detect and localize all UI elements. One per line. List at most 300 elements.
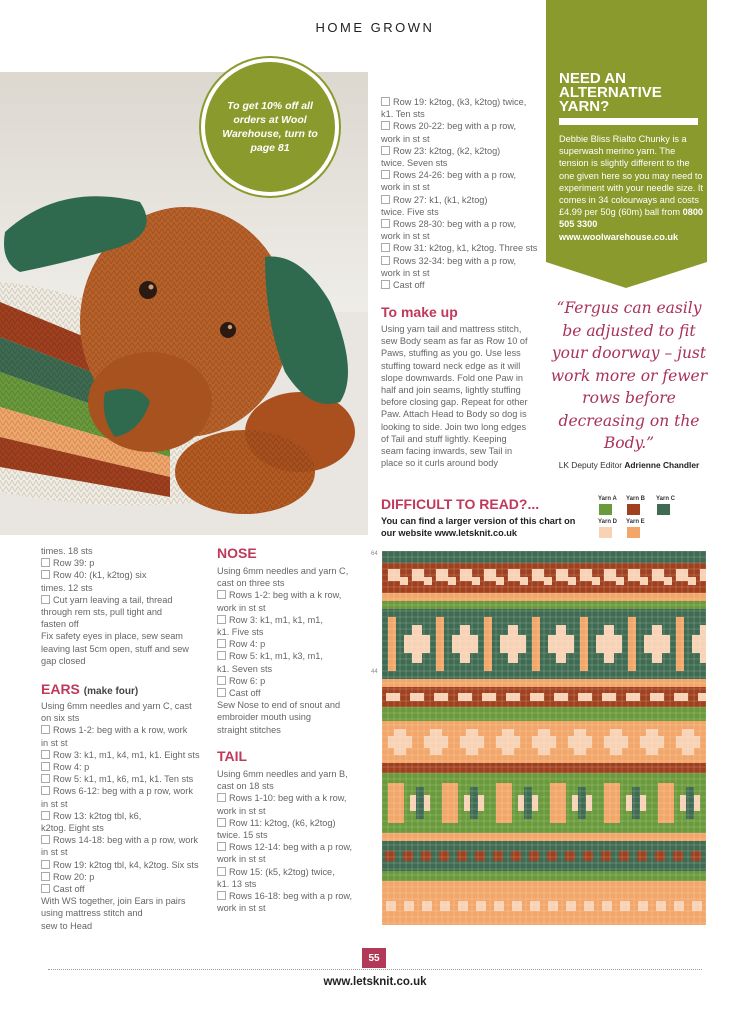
quote-author: Adrienne Chandler [624, 460, 700, 470]
pattern-line-text: looking to side. Join two long edges [381, 421, 527, 432]
pattern-line-text: work in st st [381, 231, 430, 242]
pattern-line [381, 242, 546, 254]
chart-motif [512, 901, 522, 911]
ears-heading: EARS [41, 681, 80, 697]
pattern-line [381, 396, 546, 408]
pattern-line [41, 871, 211, 883]
pattern-line-text: Using yarn tail and mattress stitch, [381, 324, 522, 334]
pattern-line [41, 749, 211, 761]
pattern-line [217, 602, 377, 614]
chart-motif [457, 851, 467, 861]
chart-motif [458, 901, 468, 911]
make-up-title: To make up [381, 304, 458, 320]
checkbox-icon[interactable] [217, 688, 226, 697]
pattern-line [381, 421, 546, 433]
tail-title: TAIL [217, 748, 248, 764]
yarn-label: Yarn E [626, 519, 645, 525]
pattern-line-text: twice. Seven sts [381, 158, 448, 169]
alt-yarn-panel-arrow [546, 262, 707, 288]
pattern-line [217, 805, 377, 817]
pattern-line-text: straight stitches [217, 724, 281, 735]
pattern-line [381, 108, 546, 120]
pattern-line [381, 157, 546, 169]
pattern-line [41, 907, 211, 919]
pattern-line-text: Rows 16-18: beg with a p row, [229, 891, 353, 902]
pattern-line [217, 650, 377, 662]
pattern-line-text: work in st st [217, 903, 266, 914]
ears-title [41, 681, 138, 697]
pattern-line-text: k2tog. Eight sts [41, 823, 104, 834]
pattern-line [41, 883, 211, 895]
pattern-line-text: Rows 24-26: beg with a p row, [393, 170, 517, 181]
checkbox-icon[interactable] [217, 651, 226, 660]
chart-row-label-top: 64 [371, 551, 378, 557]
pattern-line [41, 606, 211, 618]
chart-motif [655, 851, 665, 861]
head-continued-text [41, 545, 211, 667]
pattern-line-text: Row 6: p [229, 675, 266, 686]
pattern-line-text: times. 12 sts [41, 582, 93, 593]
chart-motif [638, 901, 648, 911]
pattern-line [381, 457, 546, 469]
pattern-line-text: Cast off [229, 688, 261, 699]
pattern-line [41, 785, 211, 797]
pattern-line [217, 902, 377, 914]
pattern-line [217, 866, 377, 878]
pattern-line-text: stuffing toward neck edge as it will [381, 360, 521, 371]
pattern-line [41, 895, 211, 907]
pattern-line-text: work in st st [381, 133, 430, 144]
pattern-line-text: Rows 28-30: beg with a p row, [393, 219, 517, 230]
pattern-line-text: k1. Ten sts [381, 109, 425, 120]
pattern-line [41, 594, 211, 606]
pattern-line-text: work in st st [217, 805, 266, 816]
pattern-line [41, 724, 211, 736]
pattern-line-text: on six sts [41, 713, 80, 724]
checkbox-icon[interactable] [217, 639, 226, 648]
pattern-line-text: Row 39: p [53, 558, 95, 569]
alt-yarn-url[interactable]: www.woolwarehouse.co.uk [559, 231, 679, 242]
chart-motif [565, 851, 575, 861]
pattern-line-text: cast on 18 sts [217, 781, 274, 792]
pattern-line-text: embroider mouth using [217, 712, 311, 723]
pattern-line [381, 433, 546, 445]
pattern-line [381, 96, 546, 108]
pattern-line [381, 230, 546, 242]
pattern-line [217, 817, 377, 829]
chart-motif [698, 693, 706, 701]
chart-motif [547, 851, 557, 861]
yarn-swatch [657, 504, 670, 515]
pattern-line [217, 614, 377, 626]
chart-motif [584, 901, 594, 911]
pattern-line-text: times. 18 sts [41, 546, 93, 556]
pattern-line [381, 323, 546, 335]
chart-motif [493, 851, 503, 861]
difficult-title: DIFFICULT TO READ?... [381, 496, 540, 512]
pattern-line [217, 780, 377, 792]
pattern-line-text: Row 19: k2tog, (k3, k2tog) twice, [393, 97, 527, 107]
pattern-line-text: leaving last 5cm open, stuff and sew [41, 643, 189, 654]
chart-motif [422, 901, 432, 911]
pattern-line [381, 218, 546, 230]
alt-yarn-title-line: ALTERNATIVE [559, 84, 662, 101]
pattern-line [41, 545, 211, 557]
pattern-line [41, 569, 211, 581]
pattern-line [41, 846, 211, 858]
promo-text: To get 10% off all orders at Wool Warehouse, turn to page 81 [222, 100, 318, 154]
pattern-line-text: Cast off [393, 280, 425, 291]
chart-motif [628, 617, 636, 671]
pattern-line [41, 655, 211, 667]
chart-motif [548, 901, 558, 911]
chart-motif [637, 851, 647, 861]
yarn-swatch [599, 504, 612, 515]
pattern-line [217, 792, 377, 804]
checkbox-icon[interactable] [217, 891, 226, 900]
pattern-line [381, 360, 546, 372]
chart-motif [403, 851, 413, 861]
checkbox-icon[interactable] [381, 243, 390, 252]
checkbox-icon[interactable] [41, 774, 50, 783]
pattern-line [217, 638, 377, 650]
pattern-line [217, 626, 377, 638]
chart-motif [484, 617, 492, 671]
pattern-line [381, 181, 546, 193]
chart-row-label-mid: 44 [371, 669, 378, 675]
pattern-line [381, 408, 546, 420]
pattern-line [41, 557, 211, 569]
pattern-line-text: work in st st [217, 854, 266, 865]
pattern-line-text: Using 6mm needles and yarn B, [217, 769, 348, 779]
pattern-line [217, 687, 377, 699]
pattern-line [381, 384, 546, 396]
pattern-line [41, 798, 211, 810]
yarn-label: Yarn B [626, 496, 646, 502]
pattern-line [217, 675, 377, 687]
chart-motif [700, 625, 706, 663]
checkbox-icon[interactable] [41, 872, 50, 881]
chart-motif [412, 625, 422, 663]
chart-motif [460, 625, 470, 663]
pattern-line [381, 255, 546, 267]
checkbox-icon[interactable] [41, 762, 50, 771]
chart-motif [436, 617, 444, 671]
ears-subheading: (make four) [83, 686, 139, 697]
pattern-line-text: work in st st [381, 182, 430, 193]
pattern-line-text: work in st st [381, 267, 430, 278]
pattern-line-text: Fix safety eyes in place, sew seam [41, 631, 183, 642]
pattern-line-text: Row 23: k2tog, (k2, k2tog) [393, 145, 501, 156]
pattern-line-text: using mattress stitch and [41, 908, 143, 919]
checkbox-icon[interactable] [41, 595, 50, 604]
pattern-line [217, 699, 377, 711]
checkbox-icon[interactable] [217, 842, 226, 851]
pattern-line [217, 565, 377, 577]
pattern-line-text: through rem sts, pull tight and [41, 607, 163, 618]
promo-badge [205, 62, 335, 192]
checkbox-icon[interactable] [381, 170, 390, 179]
pattern-line-text: slope downwards. Fold one Paw in [381, 372, 523, 383]
checkbox-icon[interactable] [217, 867, 226, 876]
pattern-line [381, 267, 546, 279]
pattern-line-text: Row 3: k1, m1, k4, m1, k1. Eight sts [53, 749, 200, 760]
pattern-line-text: in st st [41, 737, 68, 748]
alt-yarn-title [559, 72, 704, 114]
pattern-line [217, 768, 377, 780]
pattern-line [381, 145, 546, 157]
yarn-key-item [656, 496, 676, 515]
pattern-line-text: k1. Seven sts [217, 663, 273, 674]
pattern-line [381, 120, 546, 132]
chart-motif [691, 851, 701, 861]
pattern-line-text: Row 40: (k1, k2tog) six [53, 570, 147, 581]
pattern-line-text: Row 19: k2tog tbl, k4, k2tog. Six sts [53, 859, 199, 870]
make-up-text [381, 323, 546, 469]
quote-credit [548, 460, 710, 470]
footer-website[interactable]: www.letsknit.co.uk [323, 976, 427, 988]
page-number: 55 [362, 948, 386, 968]
pattern-line-text: half and join seams, lightly stuffing [381, 385, 521, 396]
pattern-line [41, 773, 211, 785]
pattern-line [217, 663, 377, 675]
chart-motif [652, 625, 662, 663]
checkbox-icon[interactable] [217, 818, 226, 827]
pattern-line-text: Rows 6-12: beg with a p row, work [53, 786, 193, 797]
checkbox-icon[interactable] [217, 793, 226, 802]
pattern-line-text: Row 11: k2tog, (k6, k2tog) [229, 817, 336, 828]
pattern-line-text: cast on three sts [217, 578, 285, 589]
pattern-line [41, 737, 211, 749]
pattern-line [217, 724, 377, 736]
checkbox-icon[interactable] [381, 195, 390, 204]
pattern-line [217, 711, 377, 723]
pattern-line-text: Sew Nose to end of snout and [217, 700, 341, 711]
pattern-line-text: twice. 15 sts [217, 830, 268, 841]
checkbox-icon[interactable] [217, 590, 226, 599]
pattern-line-text: Row 31: k2tog, k1, k2tog. Three sts [393, 243, 538, 254]
pattern-line [217, 577, 377, 589]
pattern-line-text: in st st [41, 798, 68, 809]
pattern-line-text: Rows 12-14: beg with a p row, [229, 842, 353, 853]
pattern-line-text: Row 4: p [229, 639, 266, 650]
checkbox-icon[interactable] [41, 725, 50, 734]
yarn-label: Yarn D [598, 519, 618, 525]
alt-yarn-text: Debbie Bliss Rialto Chunky is a superwash merino yarn. The tension is slightly different to the one given here so you may need to experiment with your needle size. It comes in 34 colourways and costs £4.99 per 50g (60m) ball from [559, 134, 704, 218]
fair-isle-chart [382, 551, 706, 925]
chart-motif [556, 625, 566, 663]
pattern-line [41, 643, 211, 655]
chart-motif [656, 901, 666, 911]
nose-text [217, 565, 377, 736]
chart-motif [508, 625, 518, 663]
chart-motif [385, 851, 395, 861]
footer-divider [48, 969, 702, 970]
chart-motif [619, 851, 629, 861]
pattern-line-text: Rows 1-2: beg with a k row, work [53, 725, 188, 736]
checkbox-icon[interactable] [217, 615, 226, 624]
tail-text [217, 768, 377, 914]
pattern-line-text: Using 6mm needles and yarn C, cast [41, 701, 192, 711]
chart-motif [676, 617, 684, 671]
chart-motif [529, 851, 539, 861]
pattern-line [381, 335, 546, 347]
pattern-line-text: k1. Five sts [217, 627, 264, 638]
checkbox-icon[interactable] [381, 146, 390, 155]
chart-motif [388, 617, 396, 671]
pattern-line-text: sew Body seam as far as Row 10 of [381, 336, 528, 347]
editor-quote: “Fergus can easily be adjusted to fit your doorway – just work more or fewer rows before decreasing on the Body.” [550, 299, 708, 452]
pattern-line [381, 347, 546, 359]
yarn-swatch [627, 504, 640, 515]
chart-motif [421, 851, 431, 861]
alt-yarn-title-line: NEED AN [559, 70, 626, 87]
checkbox-icon[interactable] [217, 676, 226, 685]
pattern-line-text: Row 15: (k5, k2tog) twice, [229, 866, 335, 877]
checkbox-icon[interactable] [381, 256, 390, 265]
pattern-line [217, 589, 377, 601]
pattern-line-text: Row 13: k2tog tbl, k6, [53, 810, 142, 821]
pattern-line [41, 834, 211, 846]
chart-motif [476, 901, 486, 911]
pattern-line [381, 169, 546, 181]
pattern-line-text: Row 3: k1, m1, k1, m1, [229, 614, 323, 625]
chart-motif [566, 901, 576, 911]
difficult-text: You can find a larger version of this chart on our website www.letsknit.co.uk [381, 516, 576, 538]
checkbox-icon[interactable] [41, 811, 50, 820]
chart-motif [580, 617, 588, 671]
yarn-key-item [626, 496, 646, 515]
pattern-line [217, 829, 377, 841]
pattern-line [381, 445, 546, 457]
pattern-line [381, 279, 546, 291]
chart-motif [604, 625, 614, 663]
chart-motif [494, 901, 504, 911]
pattern-line-text: work in st st [217, 602, 266, 613]
yarn-label: Yarn C [656, 496, 676, 502]
chart-motif [439, 851, 449, 861]
pattern-line [41, 920, 211, 932]
pattern-line-text: Using 6mm needles and yarn C, [217, 566, 349, 576]
pattern-line [41, 810, 211, 822]
nose-title: NOSE [217, 545, 257, 561]
pattern-line-text: fasten off [41, 619, 79, 630]
chart-motif [386, 901, 396, 911]
chart-motif [532, 617, 540, 671]
pattern-line [381, 206, 546, 218]
pattern-line [381, 194, 546, 206]
pattern-line [41, 630, 211, 642]
pattern-line [41, 582, 211, 594]
checkbox-icon[interactable] [41, 750, 50, 759]
pattern-line [41, 859, 211, 871]
pattern-line-text: Row 4: p [53, 762, 90, 773]
checkbox-icon[interactable] [381, 280, 390, 289]
ears-text [41, 700, 211, 932]
yarn-swatch [627, 527, 640, 538]
pattern-line-text: Paw. Attach Head to Body so dog is [381, 409, 527, 420]
pattern-line-text: sew to Head [41, 920, 93, 931]
checkbox-icon[interactable] [41, 570, 50, 579]
chart-motif [620, 901, 630, 911]
chart-motif [440, 901, 450, 911]
checkbox-icon[interactable] [41, 835, 50, 844]
pattern-line-text: gap closed [41, 655, 86, 666]
pattern-line [217, 841, 377, 853]
pattern-line-text: Row 5: k1, m1, k3, m1, [229, 651, 323, 662]
alt-yarn-title-line: YARN? [559, 98, 610, 115]
checkbox-icon[interactable] [381, 121, 390, 130]
yarn-swatch [599, 527, 612, 538]
checkbox-icon[interactable] [41, 860, 50, 869]
chart-motif [692, 901, 702, 911]
pattern-line-text: in st st [41, 847, 68, 858]
pattern-line [41, 618, 211, 630]
chart-motif [583, 851, 593, 861]
pattern-line-text: k1. 13 sts [217, 878, 257, 889]
checkbox-icon[interactable] [41, 558, 50, 567]
pattern-line [381, 133, 546, 145]
pattern-line [217, 890, 377, 902]
checkbox-icon[interactable] [41, 786, 50, 795]
pattern-line [41, 822, 211, 834]
chart-motif [601, 851, 611, 861]
pattern-line-text: Rows 1-2: beg with a k row, [229, 590, 342, 601]
chart-motif [673, 851, 683, 861]
pattern-line [41, 761, 211, 773]
pattern-line [41, 712, 211, 724]
yarn-key-item [598, 496, 617, 515]
chart-motif [404, 901, 414, 911]
pattern-line-text: Cut yarn leaving a tail, thread [53, 594, 173, 605]
pattern-line [381, 372, 546, 384]
pattern-line-text: Paws, stuffing as you go. Use less [381, 348, 521, 359]
alt-yarn-phone: 0800 505 3300 [559, 207, 704, 230]
pattern-line-text: before closing gap. Repeat for other [381, 397, 528, 408]
alt-yarn-body [559, 133, 705, 243]
pattern-line-text: Rows 32-34: beg with a p row, [393, 255, 517, 266]
yarn-label: Yarn A [598, 496, 617, 502]
alt-yarn-divider [559, 118, 698, 125]
pattern-line-text: Cast off [53, 884, 85, 895]
pattern-line [217, 853, 377, 865]
chart-motif [511, 851, 521, 861]
chart-motif [602, 901, 612, 911]
yarn-key-item [626, 519, 645, 538]
pattern-line-text: With WS together, join Ears in pairs [41, 896, 186, 907]
pattern-line-text: Row 27: k1, (k1, k2tog) [393, 194, 488, 205]
checkbox-icon[interactable] [381, 219, 390, 228]
pattern-line-text: place so it curls around body [381, 458, 498, 469]
pattern-line-text: seam facing inwards, sew Tail in [381, 446, 513, 457]
chart-motif [674, 901, 684, 911]
quote-role: LK Deputy Editor [558, 460, 623, 470]
yarn-key-item [598, 519, 618, 538]
checkbox-icon[interactable] [41, 884, 50, 893]
chart-motif [530, 901, 540, 911]
pattern-line-text: Rows 14-18: beg with a p row, work [53, 835, 199, 846]
pattern-line-text: Row 5: k1, m1, k6, m1, k1. Ten sts [53, 774, 194, 785]
tail-continued-column [381, 96, 546, 291]
pattern-line-text: Rows 20-22: beg with a p row, [393, 121, 517, 132]
pattern-line-text: Rows 1-10: beg with a k row, [229, 793, 347, 804]
checkbox-icon[interactable] [381, 97, 390, 106]
pattern-line-text: twice. Five sts [381, 206, 439, 217]
chart-motif [475, 851, 485, 861]
pattern-line [41, 700, 211, 712]
pattern-line-text: Row 20: p [53, 871, 95, 882]
pattern-line [217, 878, 377, 890]
